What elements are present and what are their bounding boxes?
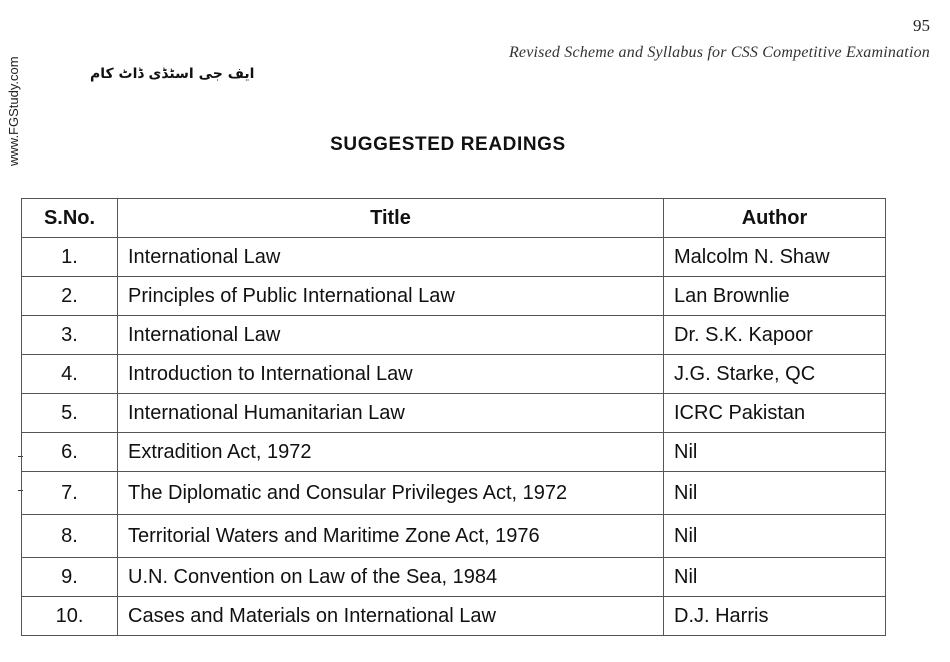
cell-title: Introduction to International Law [118,355,664,394]
cell-sno: 2. [22,277,118,316]
side-watermark: www.FGStudy.com [6,56,21,166]
section-title: SUGGESTED READINGS [330,134,566,155]
cell-title: International Law [118,238,664,277]
cell-title: Extradition Act, 1972 [118,433,664,472]
cell-title: Principles of Public International Law [118,277,664,316]
table-row [22,238,886,277]
cell-sno: 3. [22,316,118,355]
table-row [22,316,886,355]
cell-title: International Law [118,316,664,355]
header-sno: S.No. [22,199,118,238]
cell-sno: 7. [22,472,118,515]
table-row [22,597,886,636]
running-header: Revised Scheme and Syllabus for CSS Competitive Examination [508,44,930,61]
table-row [22,472,886,515]
cell-author: J.G. Starke, QC [664,355,886,394]
readings-table [21,198,886,636]
cell-title: Cases and Materials on International Law [118,597,664,636]
cell-author: Dr. S.K. Kapoor [664,316,886,355]
cell-title: Territorial Waters and Maritime Zone Act, 1976 [118,515,664,558]
table-row [22,277,886,316]
cell-sno: 4. [22,355,118,394]
cell-author: Lan Brownlie [664,277,886,316]
cell-sno: 10. [22,597,118,636]
urdu-site-mark: ایف جی اسٹڈی ڈاٹ کام [90,66,255,82]
cell-author: Nil [664,472,886,515]
table-header-row [22,199,886,238]
cell-title: U.N. Convention on Law of the Sea, 1984 [118,558,664,597]
cell-author: ICRC Pakistan [664,394,886,433]
cell-author: Nil [664,558,886,597]
table-row [22,394,886,433]
table-row [22,558,886,597]
cell-author: Malcolm N. Shaw [664,238,886,277]
header-title: Title [118,199,664,238]
table-row [22,433,886,472]
cell-sno: 8. [22,515,118,558]
cell-title: International Humanitarian Law [118,394,664,433]
table-row [22,515,886,558]
cell-sno: 1. [22,238,118,277]
cell-author: Nil [664,515,886,558]
header-author: Author [664,199,886,238]
cell-sno: 5. [22,394,118,433]
table-row [22,355,886,394]
cell-sno: 9. [22,558,118,597]
cell-author: D.J. Harris [664,597,886,636]
cell-title: The Diplomatic and Consular Privileges Act, 1972 [118,472,664,515]
cell-sno: 6. [22,433,118,472]
page-number: 95 [913,16,930,35]
cell-author: Nil [664,433,886,472]
